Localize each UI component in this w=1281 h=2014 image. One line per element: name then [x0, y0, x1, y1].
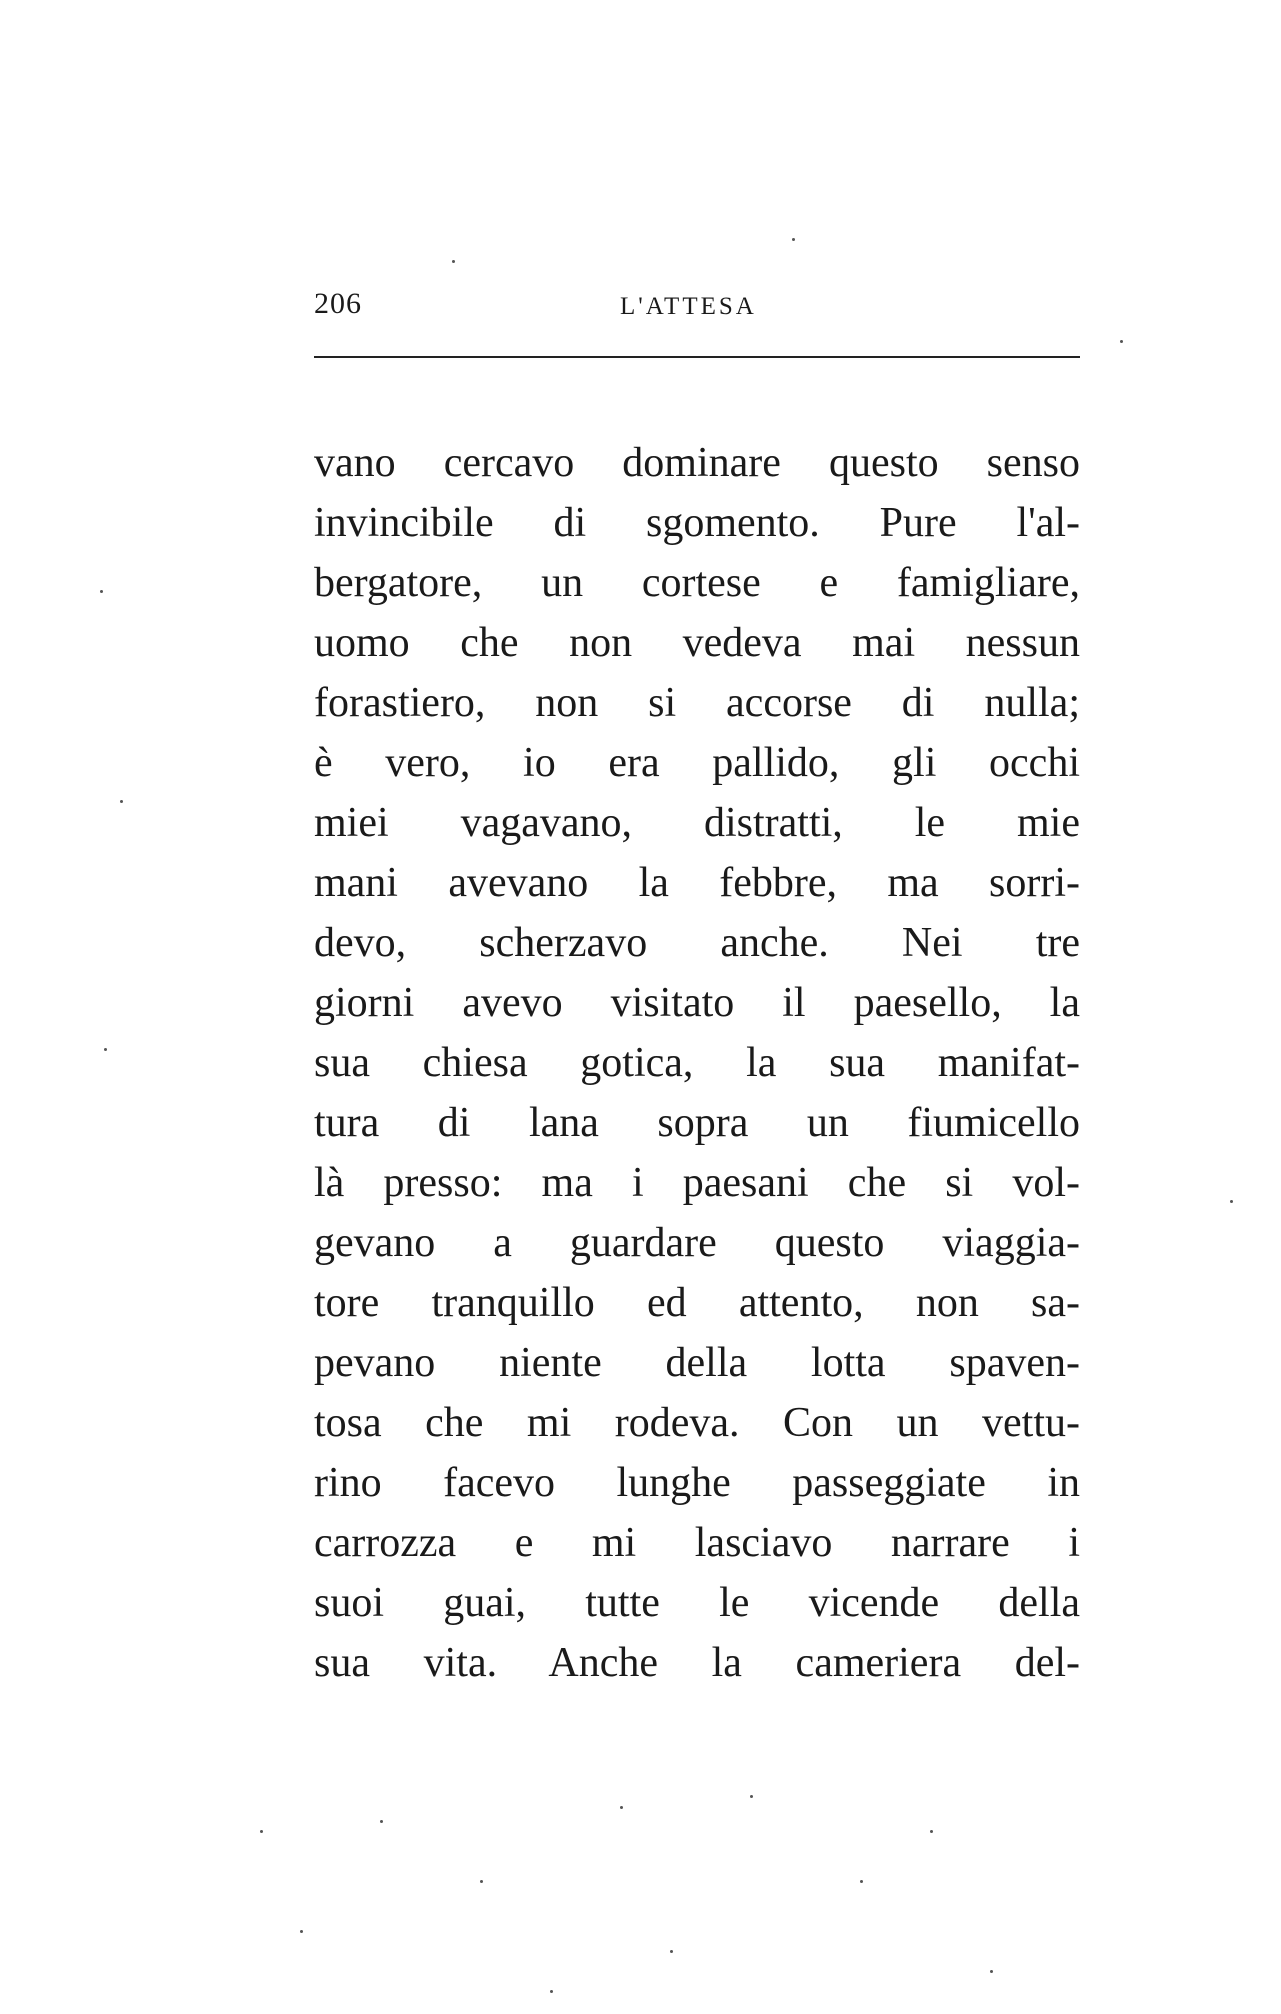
text-line: sua chiesa gotica, la sua manifat-: [314, 1040, 1080, 1086]
text-line: gevano a guardare questo viaggia-: [314, 1220, 1080, 1266]
scan-speck: [792, 238, 795, 241]
scan-speck: [1230, 1200, 1233, 1203]
scan-speck: [100, 590, 103, 593]
scan-speck: [1120, 340, 1123, 343]
text-line: tosa che mi rodeva. Con un vettu-: [314, 1400, 1080, 1446]
scan-speck: [620, 1806, 623, 1809]
text-line: carrozza e mi lasciavo narrare i: [314, 1520, 1080, 1566]
text-line: invincibile di sgomento. Pure l'al-: [314, 500, 1080, 546]
scan-speck: [990, 1970, 993, 1973]
running-title: L'ATTESA: [620, 293, 757, 320]
text-line: suoi guai, tutte le vicende della: [314, 1580, 1080, 1626]
text-line: giorni avevo visitato il paesello, la: [314, 980, 1080, 1026]
text-line: tore tranquillo ed attento, non sa-: [314, 1280, 1080, 1326]
body-text: [314, 433, 1080, 1693]
page-number: 206: [314, 287, 362, 320]
scan-speck: [480, 1880, 483, 1883]
text-line: forastiero, non si accorse di nulla;: [314, 680, 1080, 726]
text-line: rino facevo lunghe passeggiate in: [314, 1460, 1080, 1506]
scan-speck: [670, 1950, 673, 1953]
text-line: è vero, io era pallido, gli occhi: [314, 740, 1080, 786]
scan-speck: [260, 1830, 263, 1833]
text-line: mani avevano la febbre, ma sorri-: [314, 860, 1080, 906]
text-line: bergatore, un cortese e famigliare,: [314, 560, 1080, 606]
text-line: sua vita. Anche la cameriera del-: [314, 1640, 1080, 1686]
text-line: vano cercavo dominare questo senso: [314, 440, 1080, 486]
page-header: [314, 283, 1080, 331]
scan-speck: [104, 1048, 107, 1051]
text-line: pevano niente della lotta spaven-: [314, 1340, 1080, 1386]
scan-speck: [120, 800, 123, 803]
text-line: uomo che non vedeva mai nessun: [314, 620, 1080, 666]
scan-speck: [452, 260, 455, 263]
text-line: devo, scherzavo anche. Nei tre: [314, 920, 1080, 966]
scan-speck: [860, 1880, 863, 1883]
scan-speck: [300, 1930, 303, 1933]
text-line: tura di lana sopra un fiumicello: [314, 1100, 1080, 1146]
scan-speck: [930, 1830, 933, 1833]
scan-speck: [750, 1795, 753, 1798]
scan-speck: [550, 1990, 553, 1993]
scan-speck: [380, 1820, 383, 1823]
header-rule: [314, 356, 1080, 358]
text-line: miei vagavano, distratti, le mie: [314, 800, 1080, 846]
text-line: là presso: ma i paesani che si vol-: [314, 1160, 1080, 1206]
